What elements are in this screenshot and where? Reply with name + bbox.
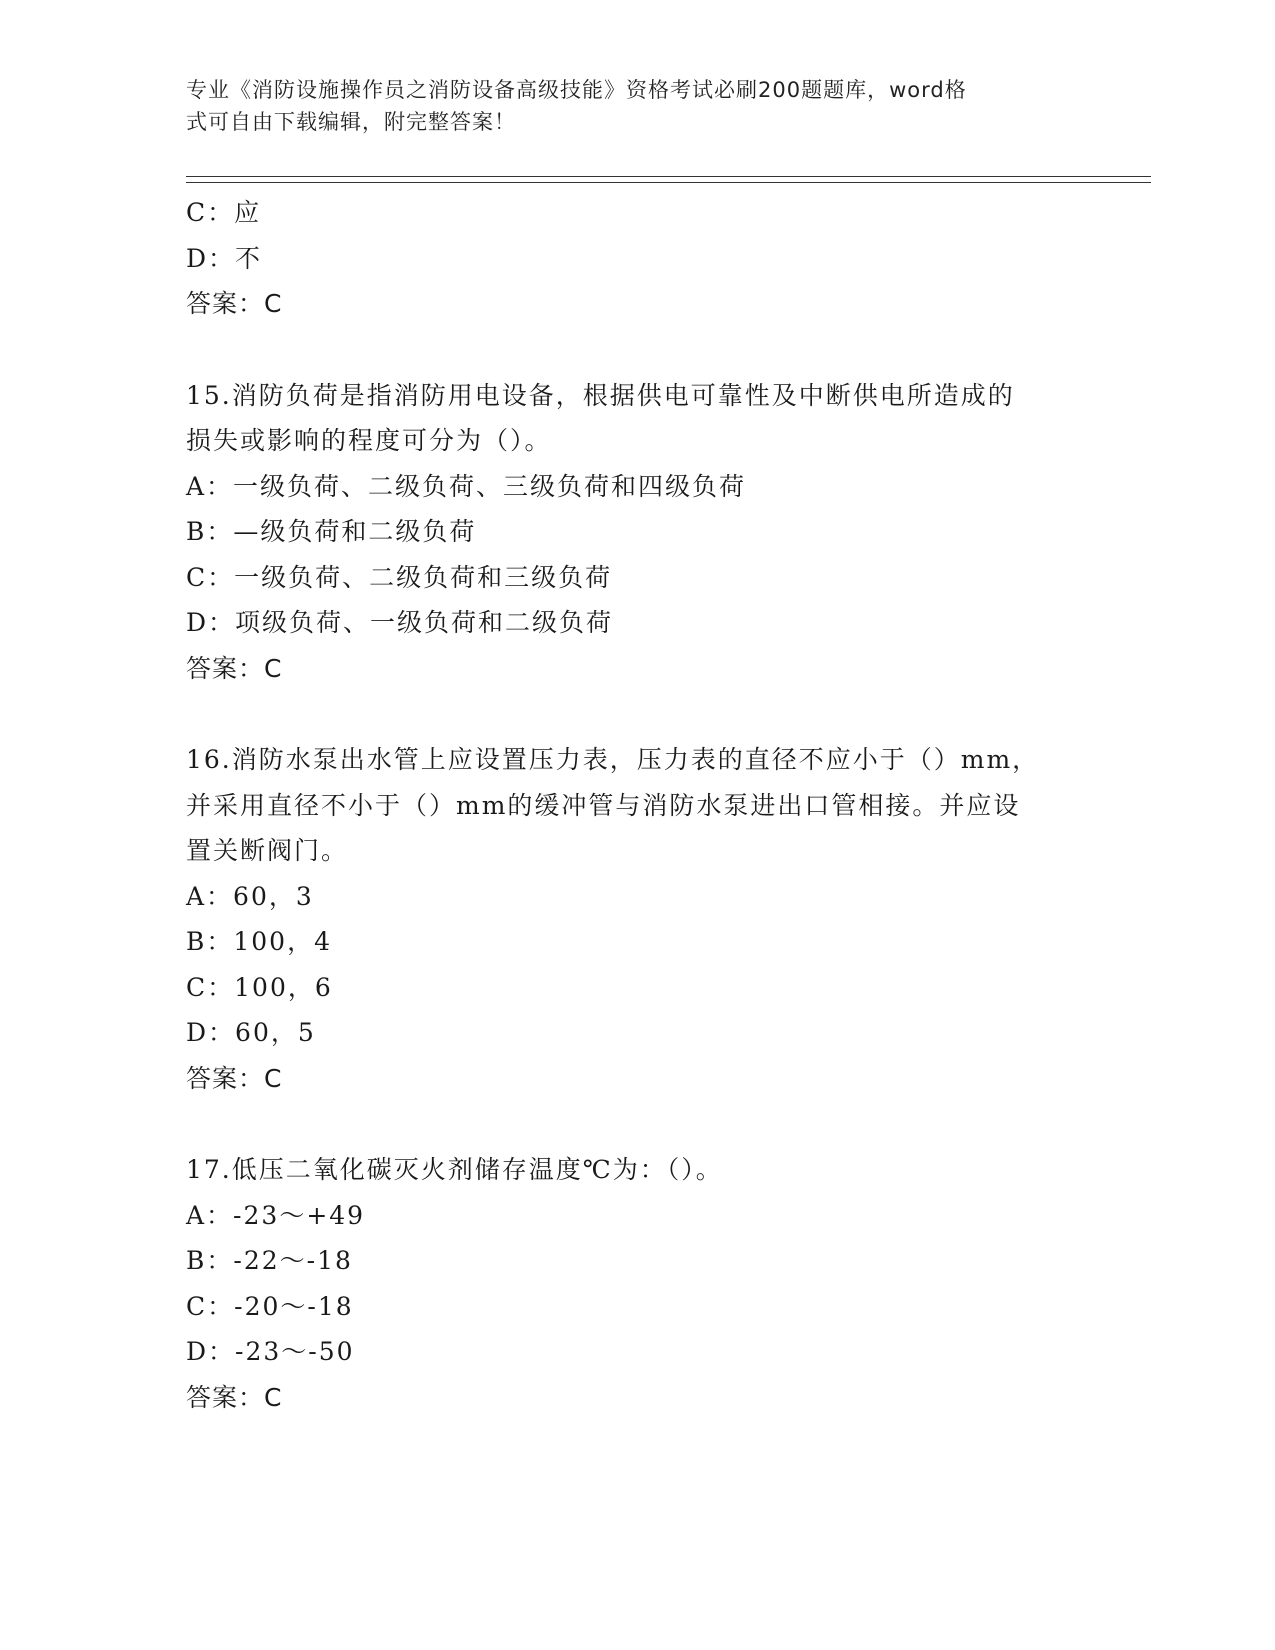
option-c: C：一级负荷、二级负荷和三级负荷: [186, 562, 613, 592]
document-header: [186, 74, 1066, 138]
option-c: C：-20～-18: [186, 1291, 354, 1321]
option-d: D：不: [186, 243, 263, 273]
header-divider-bottom: [186, 182, 1151, 183]
question-stem-line: 16.消防水泵出水管上应设置压力表，压力表的直径不应小于（）mm，: [186, 745, 1040, 774]
question-stem-line: 并采用直径不小于（）mm的缓冲管与消防水泵进出口管相接。并应设: [186, 790, 1021, 820]
option-a: A：60，3: [186, 881, 314, 911]
option-c: C：应: [186, 198, 262, 227]
header-divider-top: [186, 176, 1151, 177]
option-b: B：100，4: [186, 927, 332, 956]
question-content: [186, 190, 1086, 1420]
question-stem-line: 17.低压二氧化碳灭火剂储存温度℃为：（）。: [186, 1155, 723, 1184]
prev-question-block: [186, 190, 1086, 327]
answer-line: 答案：C: [186, 653, 283, 683]
option-a: A：一级负荷、二级负荷、三级负荷和四级负荷: [186, 471, 747, 501]
question-15: [186, 373, 1086, 692]
option-c: C：100，6: [186, 972, 333, 1002]
option-d: D：60，5: [186, 1018, 316, 1047]
option-b: B：-22～-18: [186, 1246, 353, 1275]
header-line-1: 专业《消防设施操作员之消防设备高级技能》资格考试必刷200题题库，word格: [186, 78, 967, 102]
answer-line: 答案：C: [186, 289, 283, 318]
question-stem-line: 置关断阀门。: [186, 836, 349, 865]
answer-line: 答案：C: [186, 1382, 283, 1412]
question-17: [186, 1147, 1086, 1420]
option-d: D：项级负荷、一级负荷和二级负荷: [186, 608, 614, 637]
header-line-2: 式可自由下载编辑，附完整答案！: [186, 110, 516, 134]
option-a: A：-23～+49: [186, 1200, 366, 1230]
answer-line: 答案：C: [186, 1063, 283, 1093]
question-stem-line: 15.消防负荷是指消防用电设备，根据供电可靠性及中断供电所造成的: [186, 380, 1015, 410]
option-d: D：-23～-50: [186, 1337, 355, 1366]
question-16: [186, 737, 1086, 1101]
question-stem-line: 损失或影响的程度可分为（）。: [186, 426, 552, 455]
option-b: B：—级负荷和二级负荷: [186, 517, 477, 546]
